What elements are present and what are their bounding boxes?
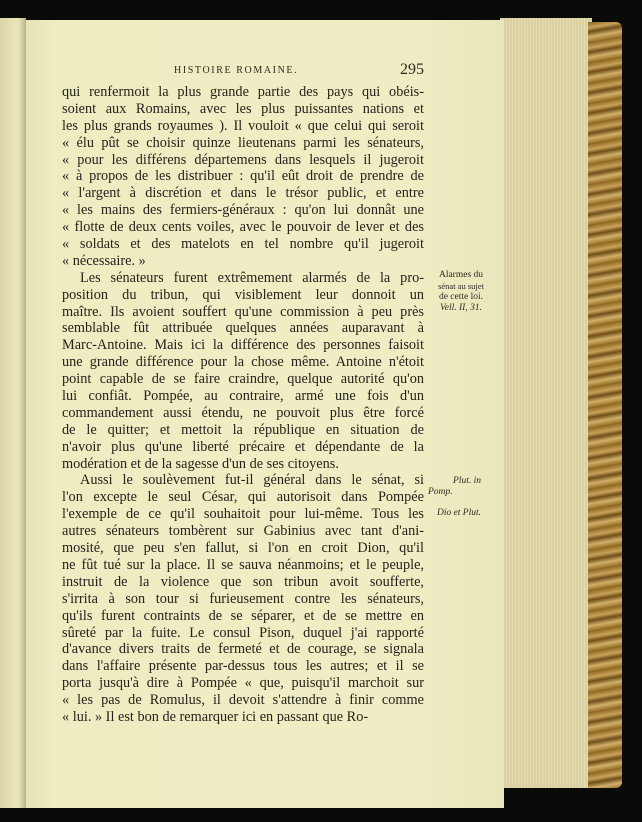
text-line: d'avance divers traits de fermeté et de courage, se signala [62,641,424,658]
text-line: qui renfermoit la plus grande partie des pays qui obéis- [62,84,424,100]
margin-note-line: Alarmes du [438,270,484,280]
text-line: mosité, que peu s'en fallut, si l'on en croit Dion, qu'il [62,540,424,557]
text-line: l'on excepte le seul César, qui autorisoit dans Pompée [62,489,424,506]
text-line: maître. Ils avoient souffert qu'une commission à peu près [62,303,424,320]
text-line: dans l'affaire présente par-dessus tous les autres; et il se [62,658,424,675]
text-line: « l'argent à discrétion et dans le trésor public, et entre [62,185,424,202]
text-line: « pour les différens départemens dans lesquels il jugeroit [62,151,424,168]
text-line: « lui. » Il est bon de remarquer ici en passant que Ro- [62,708,369,725]
text-line: « soldats et des matelots en tel nombre qu'il jugeroit [62,236,424,253]
text-line: modération et de la sagesse d'un de ses citoyens. [62,455,339,472]
page-number: 295 [400,61,424,78]
margin-note-plut-pomp [428,476,494,498]
running-head [62,62,424,80]
margin-note-line: Dio et Plut. [436,508,482,518]
text-line: ne fût tué sur la place. Il se sauva néanmoins; et le peuple, [62,556,424,573]
text-line: l'exemple de ce qu'il souhaitoit pour lui-même. Tous les [62,506,424,523]
margin-note-line: Pomp. [428,487,453,497]
text-line: n'avoir plus qu'une liberté précaire et dépendante de la [62,438,424,455]
facing-page-edge [0,18,26,808]
paragraph [62,84,424,270]
text-line: position du tribun, qui visiblement leur donnoit un [62,286,424,303]
text-line: s'irrita à son tour si furieusement contre les sénateurs, [62,590,424,607]
margin-note-dio-plut [426,508,492,519]
text-line: lui confiât. Pompée, au contraire, armé une fois d'un [62,388,424,405]
text-line: semblable fût attribuée quelques années auparavant à [62,320,424,337]
margin-note-line: Vell. II, 31. [440,303,482,313]
page-edges [500,18,592,788]
text-line: point capable de se faire craindre, quelque autorité qu'on [62,371,424,388]
text-line: porta jusqu'à dire à Pompée « que, puisqu'il marchoit sur [62,675,424,692]
margin-note-line: Plut. in [453,476,481,486]
text-line: commandement aussi étendu, ne pouvoit plus être forcé [62,404,424,421]
text-line: « à propos de les distribuer : qu'il eût droit de prendre de [62,168,424,185]
text-line: « les pas de Romulus, il devoit s'attendre à finir comme [62,692,424,709]
text-line: « nécessaire. » [62,252,146,269]
running-title: HISTOIRE ROMAINE. [174,65,299,76]
text-line: de le quitter; et mettoit la république en situation de [62,421,424,438]
text-line: « élu pût se choisir quinze lieutenans parmi les sénateurs, [62,134,424,151]
paragraph [62,270,424,473]
text-line: sûreté par la fuite. Le consul Pison, duquel j'ai rapporté [62,624,424,641]
text-line: Aussi le soulèvement fut-il général dans le sénat, si [80,472,424,489]
text-line: qu'ils furent contraints de se séparer, et de se mettre en [62,607,424,624]
text-line: les plus grands royaumes ). Il vouloit « que celui qui seroit [62,117,424,134]
margin-note-line: de cette loi. [438,292,484,302]
body-text [62,84,424,726]
text-line: « les mains des fermiers-généraux : qu'on lui donnât une [62,202,424,219]
marbled-cover [588,22,622,788]
text-line: instruit de la violence que son tribun avoit soufferte, [62,573,424,590]
text-line: soient aux Romains, avec les plus puissantes nations et [62,100,424,117]
margin-note-alarmes [428,270,494,314]
paragraph [62,472,424,725]
text-line: « flotte de deux cents voiles, avec le pouvoir de lever et des [62,219,424,236]
text-line: autres sénateurs tombèrent sur Gabinius avec tant d'ani- [62,523,424,540]
text-line: une grande différence pour la chose même. Antoine n'étoit [62,354,424,371]
text-line: Marc-Antoine. Mais ici la différence des personnes faisoit [62,337,424,354]
margin-note-line: sénat au sujet [438,281,484,291]
text-line: Les sénateurs furent extrêmement alarmés de la pro- [80,269,424,286]
